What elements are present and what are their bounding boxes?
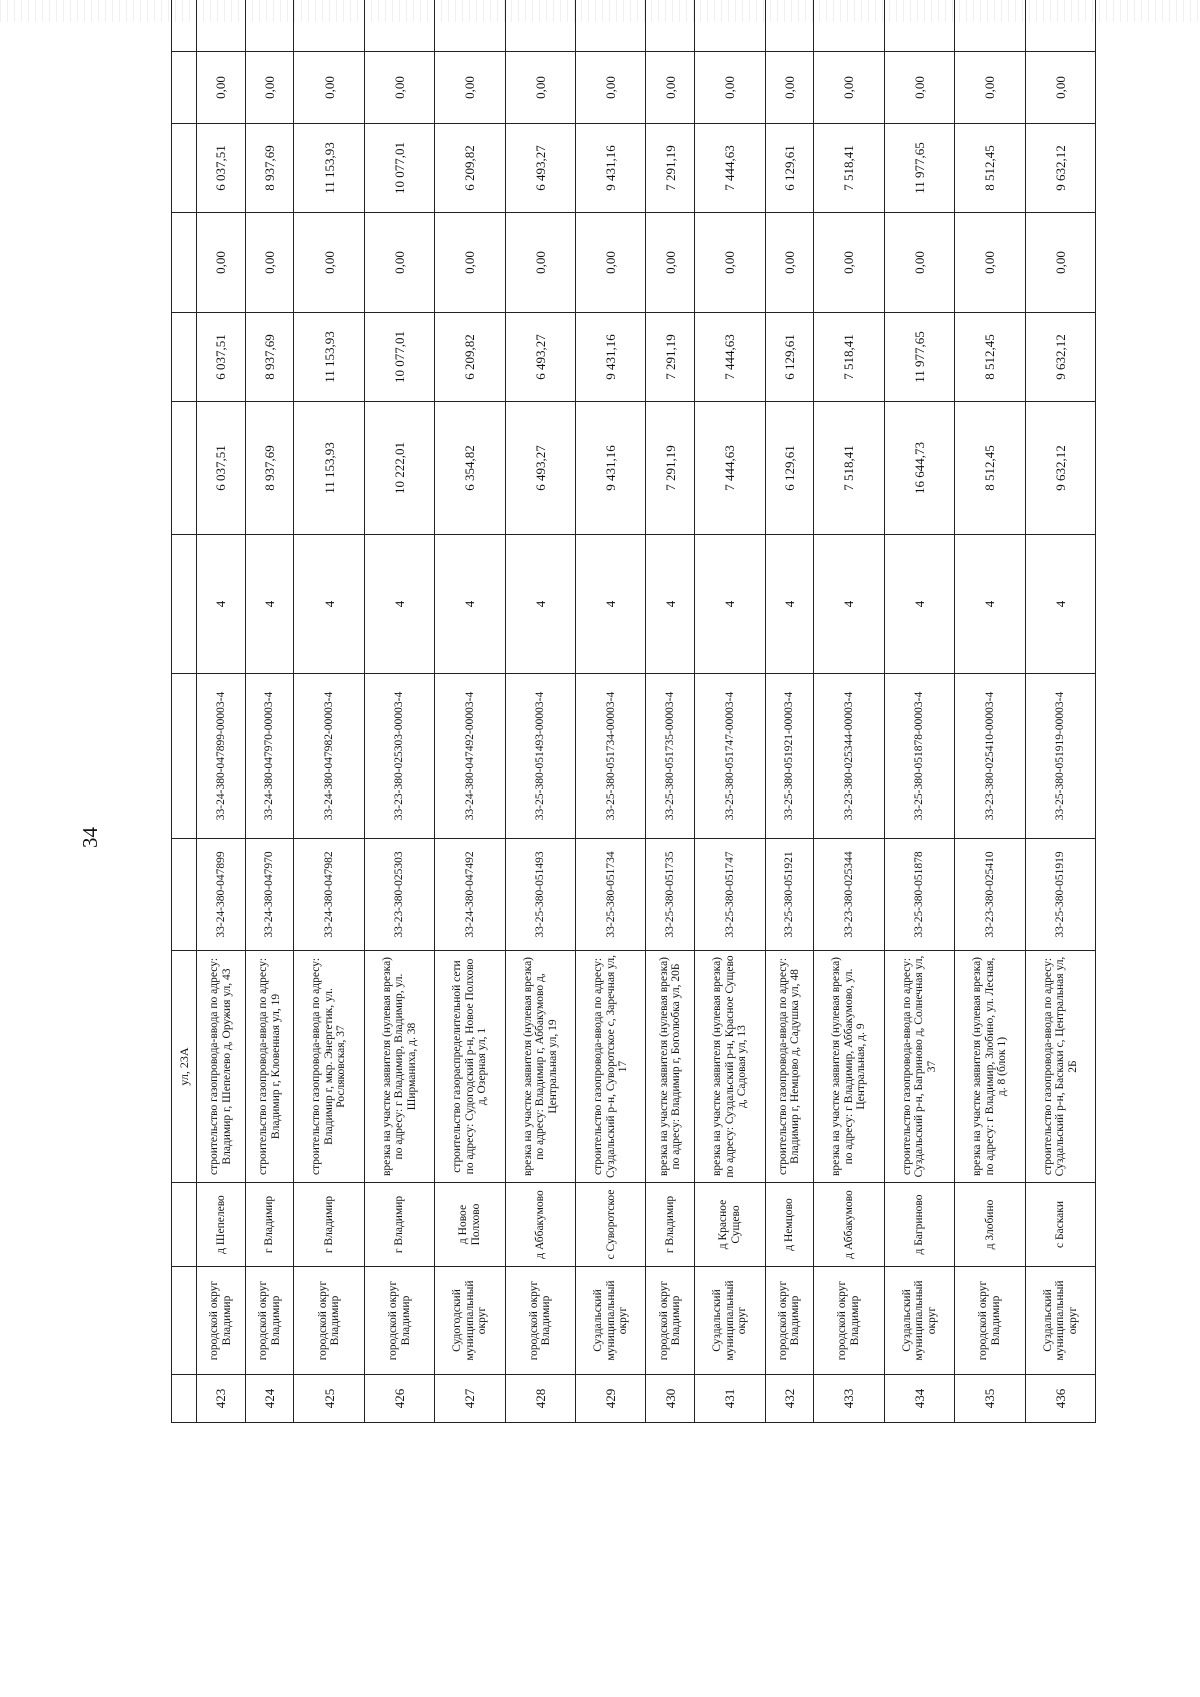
amount-cell-3: 0,00 [197, 213, 246, 313]
table-cell [172, 0, 197, 52]
amount-cell-4: 11 977,65 [884, 124, 954, 213]
short-code-cell: 33-25-380-051878 [884, 839, 954, 951]
row-number: 425 [294, 1375, 364, 1423]
table-body [172, 0, 1096, 1423]
category-cell: 4 [364, 535, 434, 674]
category-cell: 4 [294, 535, 364, 674]
short-code-cell: 33-25-380-051747 [695, 839, 765, 951]
amount-cell-5: 0,00 [884, 52, 954, 124]
table-cell [172, 124, 197, 213]
amount-cell-2: 8 512,45 [955, 313, 1025, 402]
category-cell: 4 [955, 535, 1025, 674]
district-cell: городской округ Владимир [505, 1267, 575, 1375]
rotated-table-container [171, 76, 1096, 1423]
settlement-cell: д Красное Сущево [695, 1183, 765, 1267]
table-row [505, 0, 575, 1423]
work-description-cell: строительство газопровода-ввода по адресу: Суздальский р-н, Багриново д, Солнечная ул, 37 [884, 951, 954, 1183]
amount-cell-3: 0,00 [505, 213, 575, 313]
amount-cell-3: 0,00 [884, 213, 954, 313]
district-cell: городской округ Владимир [294, 1267, 364, 1375]
amount-cell-5: 0,00 [505, 52, 575, 124]
amount-cell-2: 9 632,12 [1025, 313, 1095, 402]
amount-cell-3: 0,00 [695, 213, 765, 313]
full-code-cell: 33-25-380-051878-00003-4 [884, 674, 954, 839]
amount-cell-6 [646, 0, 695, 52]
amount-cell-6 [695, 0, 765, 52]
settlement-cell: д Новое Полхово [435, 1183, 505, 1267]
work-description-cell: врезка на участке заявителя (нулевая врезка) по адресу: г Владимир, Аббакумово, ул. Центральная, д. 9 [814, 951, 884, 1183]
row-number: 434 [884, 1375, 954, 1423]
amount-cell-4: 8 512,45 [955, 124, 1025, 213]
work-description-cell: врезка на участке заявителя (нулевая врезка) по адресу: Суздальский р-н, Красное Сущево д, Садовая ул, 13 [695, 951, 765, 1183]
amount-cell-2: 7 518,41 [814, 313, 884, 402]
amount-cell-1: 7 291,19 [646, 402, 695, 535]
amount-cell-1: 6 037,51 [197, 402, 246, 535]
table-row [814, 0, 884, 1423]
full-code-cell: 33-25-380-051493-00003-4 [505, 674, 575, 839]
settlement-cell: д Немцово [765, 1183, 814, 1267]
district-cell: городской округ Владимир [765, 1267, 814, 1375]
category-cell: 4 [814, 535, 884, 674]
district-cell: городской округ Владимир [364, 1267, 434, 1375]
settlement-cell: с Баскаки [1025, 1183, 1095, 1267]
full-code-cell: 33-23-380-025303-00003-4 [364, 674, 434, 839]
full-code-cell: 33-25-380-051735-00003-4 [646, 674, 695, 839]
prev-row-tail: ул, 23А [172, 951, 197, 1183]
short-code-cell: 33-25-380-051734 [576, 839, 646, 951]
work-description-cell: строительство газораспределительной сети по адресу: Судогодский р-н, Новое Полхово д, Озерная ул, 1 [435, 951, 505, 1183]
amount-cell-5: 0,00 [765, 52, 814, 124]
amount-cell-1: 7 518,41 [814, 402, 884, 535]
amount-cell-2: 9 431,16 [576, 313, 646, 402]
table-row [1025, 0, 1095, 1423]
amount-cell-1: 11 153,93 [294, 402, 364, 535]
settlement-cell: г Владимир [245, 1183, 294, 1267]
settlement-cell: д Аббакумово [505, 1183, 575, 1267]
row-number: 427 [435, 1375, 505, 1423]
district-cell: Суздальский муниципальный округ [884, 1267, 954, 1375]
category-cell: 4 [765, 535, 814, 674]
amount-cell-4: 7 291,19 [646, 124, 695, 213]
page-number: 34 [78, 827, 102, 848]
amount-cell-2: 6 037,51 [197, 313, 246, 402]
amount-cell-3: 0,00 [294, 213, 364, 313]
amount-cell-6 [576, 0, 646, 52]
amount-cell-2: 7 291,19 [646, 313, 695, 402]
full-code-cell: 33-24-380-047899-00003-4 [197, 674, 246, 839]
work-description-cell: врезка на участке заявителя (нулевая врезка) по адресу: Владимир г, Боголюбка ул, 20Б [646, 951, 695, 1183]
row-number: 430 [646, 1375, 695, 1423]
amount-cell-3: 0,00 [814, 213, 884, 313]
short-code-cell: 33-23-380-025303 [364, 839, 434, 951]
table-cell [172, 1267, 197, 1375]
amount-cell-4: 6 493,27 [505, 124, 575, 213]
table-row [245, 0, 294, 1423]
amount-cell-4: 9 431,16 [576, 124, 646, 213]
amount-cell-3: 0,00 [1025, 213, 1095, 313]
short-code-cell: 33-24-380-047970 [245, 839, 294, 951]
table-row [197, 0, 246, 1423]
table-row [364, 0, 434, 1423]
amount-cell-5: 0,00 [576, 52, 646, 124]
full-code-cell: 33-23-380-025410-00003-4 [955, 674, 1025, 839]
amount-cell-6 [197, 0, 246, 52]
district-cell: городской округ Владимир [814, 1267, 884, 1375]
amount-cell-3: 0,00 [364, 213, 434, 313]
table-row [884, 0, 954, 1423]
amount-cell-4: 9 632,12 [1025, 124, 1095, 213]
table-row [576, 0, 646, 1423]
amount-cell-1: 6 493,27 [505, 402, 575, 535]
settlement-cell: г Владимир [646, 1183, 695, 1267]
table-cell [172, 402, 197, 535]
row-number: 424 [245, 1375, 294, 1423]
amount-cell-5: 0,00 [435, 52, 505, 124]
settlement-cell: д Аббакумово [814, 1183, 884, 1267]
amount-cell-6 [955, 0, 1025, 52]
work-description-cell: строительство газопровода-ввода по адресу: Суздальский р-н, Суворотское с, Заречная ул, 17 [576, 951, 646, 1183]
table-row [695, 0, 765, 1423]
work-description-cell: строительство газопровода-ввода по адресу: Владимир г, Немцово д, Садушка ул, 48 [765, 951, 814, 1183]
category-cell: 4 [884, 535, 954, 674]
category-cell: 4 [197, 535, 246, 674]
short-code-cell: 33-24-380-047982 [294, 839, 364, 951]
amount-cell-6 [765, 0, 814, 52]
district-cell: городской округ Владимир [245, 1267, 294, 1375]
amount-cell-4: 7 518,41 [814, 124, 884, 213]
short-code-cell: 33-25-380-051735 [646, 839, 695, 951]
amount-cell-2: 7 444,63 [695, 313, 765, 402]
amount-cell-5: 0,00 [955, 52, 1025, 124]
district-cell: городской округ Владимир [646, 1267, 695, 1375]
district-cell: городской округ Владимир [955, 1267, 1025, 1375]
table-cell [172, 313, 197, 402]
amount-cell-5: 0,00 [646, 52, 695, 124]
category-cell: 4 [505, 535, 575, 674]
settlement-cell: г Владимир [364, 1183, 434, 1267]
category-cell: 4 [646, 535, 695, 674]
row-number: 426 [364, 1375, 434, 1423]
full-code-cell: 33-24-380-047492-00003-4 [435, 674, 505, 839]
amount-cell-1: 7 444,63 [695, 402, 765, 535]
amount-cell-4: 6 037,51 [197, 124, 246, 213]
full-code-cell: 33-24-380-047982-00003-4 [294, 674, 364, 839]
category-cell: 4 [695, 535, 765, 674]
amount-cell-3: 0,00 [955, 213, 1025, 313]
category-cell: 4 [1025, 535, 1095, 674]
category-cell: 4 [245, 535, 294, 674]
full-code-cell: 33-24-380-047970-00003-4 [245, 674, 294, 839]
row-number: 433 [814, 1375, 884, 1423]
amount-cell-5: 0,00 [245, 52, 294, 124]
amount-cell-2: 11 977,65 [884, 313, 954, 402]
amount-cell-6 [814, 0, 884, 52]
amount-cell-4: 7 444,63 [695, 124, 765, 213]
table-cell [172, 213, 197, 313]
district-cell: Суздальский муниципальный округ [695, 1267, 765, 1375]
amount-cell-6 [1025, 0, 1095, 52]
table-cell [172, 1183, 197, 1267]
amount-cell-1: 16 644,73 [884, 402, 954, 535]
amount-cell-3: 0,00 [435, 213, 505, 313]
category-cell: 4 [576, 535, 646, 674]
district-cell: Судогодский муниципальный округ [435, 1267, 505, 1375]
table-row-continued [172, 0, 197, 1423]
settlement-cell: д Злобино [955, 1183, 1025, 1267]
short-code-cell: 33-23-380-025410 [955, 839, 1025, 951]
table-cell [172, 674, 197, 839]
row-number: 428 [505, 1375, 575, 1423]
amount-cell-5: 0,00 [197, 52, 246, 124]
row-number: 423 [197, 1375, 246, 1423]
category-cell: 4 [435, 535, 505, 674]
amount-cell-5: 0,00 [695, 52, 765, 124]
amount-cell-4: 8 937,69 [245, 124, 294, 213]
amount-cell-1: 6 129,61 [765, 402, 814, 535]
work-description-cell: врезка на участке заявителя (нулевая врезка) по адресу: г Владимир, Владимир, ул. Ширманиха, д. 38 [364, 951, 434, 1183]
row-number: 432 [765, 1375, 814, 1423]
amount-cell-3: 0,00 [765, 213, 814, 313]
row-number: 431 [695, 1375, 765, 1423]
short-code-cell: 33-24-380-047899 [197, 839, 246, 951]
amount-cell-6 [294, 0, 364, 52]
work-description-cell: строительство газопровода-ввода по адресу: Владимир г, Шепелево д, Оружия ул, 43 [197, 951, 246, 1183]
table-row [765, 0, 814, 1423]
district-cell: Суздальский муниципальный округ [1025, 1267, 1095, 1375]
amount-cell-3: 0,00 [576, 213, 646, 313]
amount-cell-3: 0,00 [245, 213, 294, 313]
amount-cell-1: 9 431,16 [576, 402, 646, 535]
table-cell [172, 1375, 197, 1423]
amount-cell-6 [435, 0, 505, 52]
work-description-cell: врезка на участке заявителя (нулевая врезка) по адресу: Владимир г, Аббакумово д, Центральная ул, 19 [505, 951, 575, 1183]
short-code-cell: 33-23-380-025344 [814, 839, 884, 951]
full-code-cell: 33-23-380-025344-00003-4 [814, 674, 884, 839]
amount-cell-4: 6 129,61 [765, 124, 814, 213]
amount-cell-1: 8 512,45 [955, 402, 1025, 535]
amount-cell-6 [364, 0, 434, 52]
short-code-cell: 33-25-380-051921 [765, 839, 814, 951]
amount-cell-2: 8 937,69 [245, 313, 294, 402]
table-row [955, 0, 1025, 1423]
amount-cell-1: 10 222,01 [364, 402, 434, 535]
amount-cell-6 [505, 0, 575, 52]
table-cell [172, 52, 197, 124]
settlement-cell: г Владимир [294, 1183, 364, 1267]
amount-cell-5: 0,00 [364, 52, 434, 124]
amount-cell-4: 10 077,01 [364, 124, 434, 213]
amount-cell-5: 0,00 [814, 52, 884, 124]
amount-cell-6 [884, 0, 954, 52]
full-code-cell: 33-25-380-051919-00003-4 [1025, 674, 1095, 839]
full-code-cell: 33-25-380-051921-00003-4 [765, 674, 814, 839]
short-code-cell: 33-24-380-047492 [435, 839, 505, 951]
work-description-cell: строительство газопровода-ввода по адресу: Владимир г, Кловенная ул, 19 [245, 951, 294, 1183]
short-code-cell: 33-25-380-051919 [1025, 839, 1095, 951]
settlement-cell: д Багриново [884, 1183, 954, 1267]
amount-cell-4: 11 153,93 [294, 124, 364, 213]
amount-cell-5: 0,00 [1025, 52, 1095, 124]
table-row [435, 0, 505, 1423]
settlement-cell: д Шепелево [197, 1183, 246, 1267]
amount-cell-2: 6 209,82 [435, 313, 505, 402]
amount-cell-3: 0,00 [646, 213, 695, 313]
district-cell: Суздальский муниципальный округ [576, 1267, 646, 1375]
amount-cell-2: 11 153,93 [294, 313, 364, 402]
work-description-cell: строительство газопровода-ввода по адресу: Суздальский р-н, Баскаки с, Центральная ул, 2Б [1025, 951, 1095, 1183]
amount-cell-1: 9 632,12 [1025, 402, 1095, 535]
row-number: 436 [1025, 1375, 1095, 1423]
settlement-cell: с Суворотское [576, 1183, 646, 1267]
amount-cell-6 [245, 0, 294, 52]
table-row [294, 0, 364, 1423]
short-code-cell: 33-25-380-051493 [505, 839, 575, 951]
row-number: 435 [955, 1375, 1025, 1423]
connection-fee-table [171, 0, 1096, 1423]
amount-cell-4: 6 209,82 [435, 124, 505, 213]
row-number: 429 [576, 1375, 646, 1423]
full-code-cell: 33-25-380-051747-00003-4 [695, 674, 765, 839]
amount-cell-2: 6 493,27 [505, 313, 575, 402]
work-description-cell: строительство газопровода-ввода по адресу: Владимир г, мкр. Энергетик, ул. Росляковская, 37 [294, 951, 364, 1183]
amount-cell-1: 6 354,82 [435, 402, 505, 535]
table-cell [172, 535, 197, 674]
table-row [646, 0, 695, 1423]
full-code-cell: 33-25-380-051734-00003-4 [576, 674, 646, 839]
amount-cell-2: 6 129,61 [765, 313, 814, 402]
work-description-cell: врезка на участке заявителя (нулевая врезка) по адресу: г Владимир, Злобино, ул. Лесная, д. 8 (блок 1) [955, 951, 1025, 1183]
district-cell: городской округ Владимир [197, 1267, 246, 1375]
amount-cell-1: 8 937,69 [245, 402, 294, 535]
table-cell [172, 839, 197, 951]
amount-cell-2: 10 077,01 [364, 313, 434, 402]
amount-cell-5: 0,00 [294, 52, 364, 124]
